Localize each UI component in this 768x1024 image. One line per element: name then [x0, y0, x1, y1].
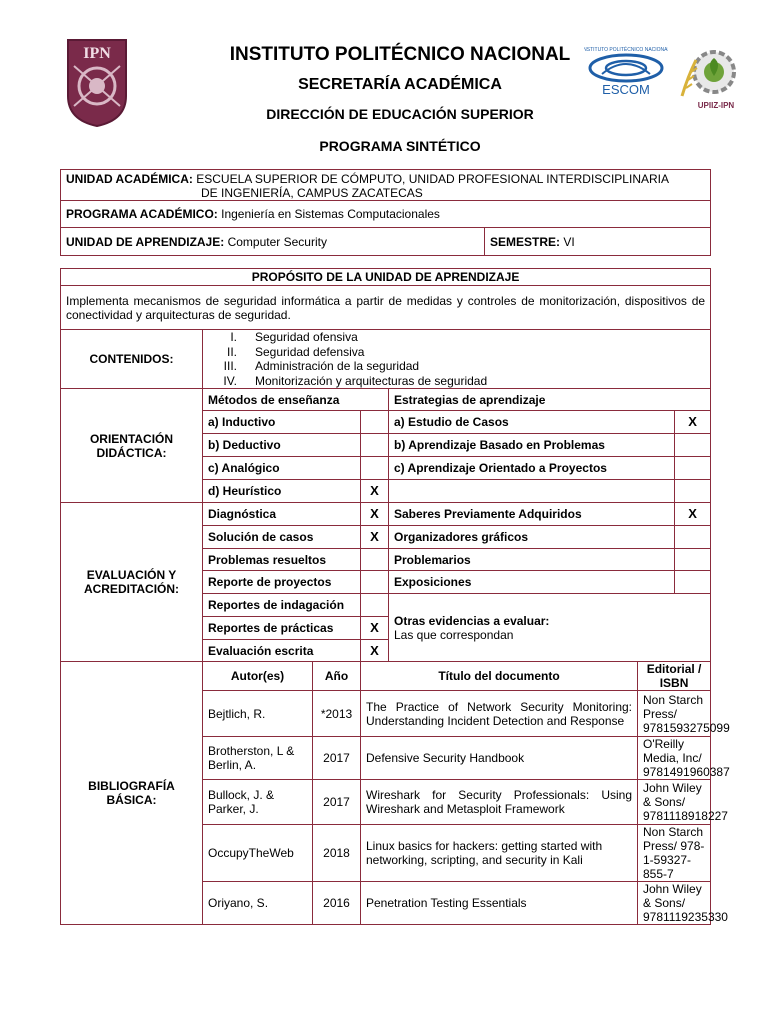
bibliography-label: BIBLIOGRAFÍA BÁSICA: [61, 662, 203, 925]
eval-left-cell: Reportes de indagación [203, 594, 361, 617]
strategy-mark [675, 480, 711, 503]
eval-left-cell: Problemas resueltos [203, 549, 361, 571]
eval-left-cell: Evaluación escrita [203, 640, 361, 662]
title-cell: Linux basics for hackers: getting started with networking, scripting, and security in Kali [361, 825, 638, 882]
list-item [203, 374, 710, 389]
eval-left-mark [361, 549, 389, 571]
list-item [203, 330, 710, 345]
title-header: Título del documento [361, 662, 638, 691]
other-evidence-value: Las que correspondan [394, 627, 514, 642]
direction-title: DIRECCIÓN DE EDUCACIÓN SUPERIOR [266, 106, 534, 122]
publisher-cell: O'Reilly Media, Inc/ 9781491960387 [638, 737, 711, 780]
eval-left-cell: Reporte de proyectos [203, 571, 361, 594]
publisher-cell: John Wiley & Sons/ 9781119235330 [638, 882, 711, 925]
eval-left-cell: Solución de casos [203, 526, 361, 549]
program-type-title: PROGRAMA SINTÉTICO [319, 138, 481, 154]
other-evidence-label: Otras evidencias a evaluar: [394, 613, 550, 628]
publisher-cell: Non Starch Press/ 9781593275099 [638, 691, 711, 737]
strategy-cell: c) Aprendizaje Orientado a Proyectos [389, 457, 675, 480]
eval-left-mark [361, 594, 389, 617]
list-item-num: III. [223, 359, 237, 373]
list-item-num: I. [230, 330, 237, 344]
strategy-mark: X [675, 411, 711, 434]
list-item-text: Administración de la seguridad [255, 359, 420, 373]
list-item-num: II. [226, 344, 237, 359]
list-item-num: IV. [223, 373, 237, 388]
evaluation-label: EVALUACIÓN Y ACREDITACIÓN: [61, 503, 203, 662]
list-item [203, 345, 710, 360]
academic-unit-row [61, 170, 711, 201]
upiiz-logo [674, 46, 748, 112]
escom-logo-text: ESCOM [602, 82, 650, 96]
eval-left-mark: X [361, 617, 389, 640]
method-cell: d) Heurístico [203, 480, 361, 503]
semester-label: SEMESTRE: [490, 234, 561, 249]
escom-logo-small: INSTITUTO POLITÉCNICO NACIONAL [584, 47, 668, 53]
author-cell: Oriyano, S. [203, 882, 313, 925]
strategy-mark [675, 434, 711, 457]
strategies-header: Estrategias de aprendizaje [389, 389, 711, 411]
program-table [60, 268, 730, 925]
purpose-text: Implementa mecanismos de seguridad informática a partir de medidas y controles de monitorización, dispositivos de conectividad y arquitecturas de seguridad. [61, 286, 711, 330]
method-cell: a) Inductivo [203, 411, 361, 434]
learning-unit-row [61, 228, 711, 256]
institution-title: INSTITUTO POLITÉCNICO NACIONAL [229, 44, 571, 65]
program-value: Ingeniería en Sistemas Computacionales [221, 207, 440, 221]
strategy-cell: a) Estudio de Casos [389, 411, 675, 434]
method-mark: X [361, 480, 389, 503]
eval-right-cell: Saberes Previamente Adquiridos [389, 503, 675, 526]
eval-right-cell: Organizadores gráficos [389, 526, 675, 549]
secretariat-title: SECRETARÍA ACADÉMICA [298, 76, 502, 93]
list-item-text: Seguridad ofensiva [255, 330, 358, 344]
list-item [203, 359, 710, 374]
method-mark [361, 411, 389, 434]
title-cell: Defensive Security Handbook [361, 737, 638, 780]
year-cell: 2017 [313, 737, 361, 780]
academic-program-row [61, 201, 711, 228]
strategy-mark [675, 457, 711, 480]
eval-right-mark [675, 549, 711, 571]
academic-unit-value2: DE INGENIERÍA, CAMPUS ZACATECAS [201, 186, 423, 200]
eval-left-cell: Reportes de prácticas [203, 617, 361, 640]
title-cell: The Practice of Network Security Monitoring: Understanding Incident Detection and Response [361, 691, 638, 737]
contents-row [61, 330, 711, 389]
methods-header: Métodos de enseñanza [203, 389, 389, 411]
title-cell: Penetration Testing Essentials [361, 882, 638, 925]
strategy-cell: b) Aprendizaje Basado en Problemas [389, 434, 675, 457]
method-cell: c) Analógico [203, 457, 361, 480]
academic-unit-label: UNIDAD ACADÉMICA: [66, 172, 193, 186]
year-cell: 2018 [313, 825, 361, 882]
program-label: PROGRAMA ACADÉMICO: [66, 207, 218, 221]
eval-right-mark: X [675, 503, 711, 526]
publisher-cell: Non Starch Press/ 978-1-59327-855-7 [638, 825, 711, 882]
didactic-label: ORIENTACIÓN DIDÁCTICA: [61, 389, 203, 503]
learning-unit-label: UNIDAD DE APRENDIZAJE: [66, 234, 225, 249]
title-cell: Wireshark for Security Professionals: Using Wireshark and Metasploit Framework [361, 780, 638, 825]
purpose-title: PROPÓSITO DE LA UNIDAD DE APRENDIZAJE [61, 269, 711, 286]
year-cell: 2017 [313, 780, 361, 825]
method-mark [361, 434, 389, 457]
year-header: Año [313, 662, 361, 691]
author-cell: Bejtlich, R. [203, 691, 313, 737]
eval-right-mark [675, 526, 711, 549]
semester-value: VI [563, 234, 575, 249]
eval-left-mark: X [361, 640, 389, 662]
ipn-logo [64, 36, 130, 128]
method-cell: b) Deductivo [203, 434, 361, 457]
learning-unit-value: Computer Security [227, 234, 327, 249]
method-mark [361, 457, 389, 480]
info-table [60, 169, 711, 256]
contents-label: CONTENIDOS: [61, 330, 203, 389]
year-cell: 2016 [313, 882, 361, 925]
author-cell: Brotherston, L & Berlin, A. [203, 737, 313, 780]
strategy-cell [389, 480, 675, 503]
eval-left-mark: X [361, 503, 389, 526]
publisher-header: Editorial / ISBN [638, 662, 711, 691]
author-header: Autor(es) [203, 662, 313, 691]
academic-unit-value: ESCUELA SUPERIOR DE CÓMPUTO, UNIDAD PROFESIONAL INTERDISCIPLINARIA [196, 172, 669, 186]
author-cell: OccupyTheWeb [203, 825, 313, 882]
year-cell: *2013 [313, 691, 361, 737]
purpose-text-row [61, 286, 711, 330]
eval-left-mark [361, 571, 389, 594]
list-item-text: Monitorización y arquitecturas de seguridad [255, 373, 488, 388]
eval-right-cell: Problemarios [389, 549, 675, 571]
bibliography-header-row [61, 662, 711, 691]
contents-list [203, 330, 710, 388]
author-cell: Bullock, J. & Parker, J. [203, 780, 313, 825]
ipn-logo-text: IPN [83, 45, 111, 62]
publisher-cell: John Wiley & Sons/ 9781118918227 [638, 780, 711, 825]
didactic-header-row [61, 389, 711, 411]
upiiz-logo-text: UPIIZ-IPN [697, 101, 735, 110]
purpose-title-row [61, 269, 711, 286]
eval-right-cell: Exposiciones [389, 571, 675, 594]
list-item-text: Seguridad defensiva [255, 344, 365, 359]
eval-left-cell: Diagnóstica [203, 503, 361, 526]
eval-right-mark [675, 571, 711, 594]
eval-left-mark: X [361, 526, 389, 549]
other-evidence-cell [389, 594, 711, 662]
table-row [61, 503, 711, 526]
